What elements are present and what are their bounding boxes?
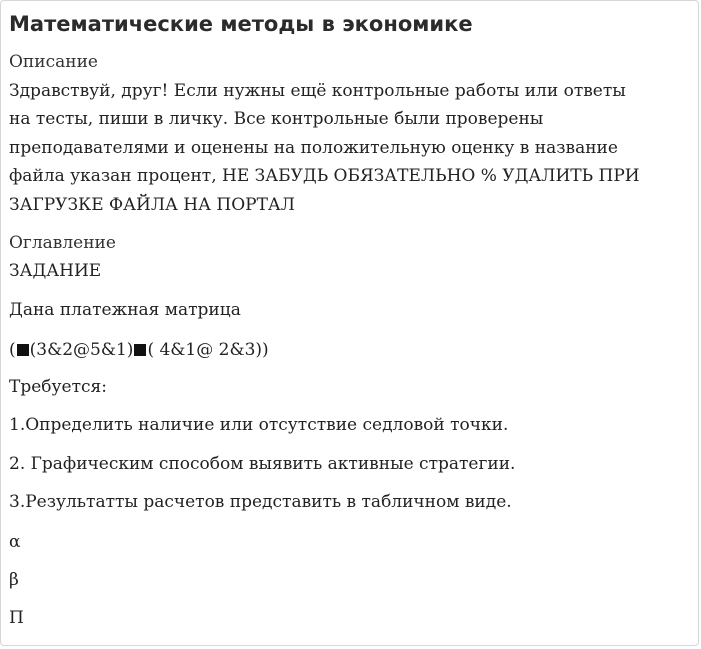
task-heading: ЗАДАНИЕ	[9, 261, 102, 281]
description-text	[9, 77, 689, 219]
matrix-intro: Дана платежная матрица	[9, 300, 241, 320]
requirements-label: Требуется:	[9, 377, 107, 397]
requirement-item: 2. Графическим способом выявить активные стратегии.	[9, 454, 516, 474]
matrix-placeholder-glyph	[134, 344, 146, 356]
matrix-formula	[9, 339, 269, 361]
description-line: файла указан процент, НЕ ЗАБУДЬ ОБЯЗАТЕЛЬНО % УДАЛИТЬ ПРИ	[9, 166, 640, 187]
description-line: на тесты, пиши в личку. Все контрольные были проверены	[9, 109, 544, 130]
matrix-placeholder-glyph	[17, 344, 29, 356]
description-line: Здравствуй, друг! Если нужны ещё контрольные работы или ответы	[9, 81, 626, 101]
matrix-open-paren: (	[9, 340, 16, 360]
symbol-beta: β	[9, 570, 19, 590]
requirement-item: 1.Определить наличие или отсутствие седловой точки.	[9, 415, 509, 435]
symbol-pi: П	[9, 608, 24, 628]
matrix-row-1: (3&2@5&1)	[29, 340, 134, 360]
description-line: ЗАГРУЗКЕ ФАЙЛА НА ПОРТАЛ	[9, 194, 295, 215]
page-title: Математические методы в экономике	[9, 12, 473, 36]
matrix-row-2: ( 4&1@ 2&3))	[147, 340, 269, 360]
symbol-alpha: α	[9, 532, 21, 552]
toc-label: Оглавление	[9, 233, 116, 253]
description-label: Описание	[9, 52, 98, 72]
description-line: преподавателями и оценены на положительную оценку в название	[9, 137, 618, 158]
requirement-item: 3.Результатты расчетов представить в табличном виде.	[9, 492, 512, 512]
